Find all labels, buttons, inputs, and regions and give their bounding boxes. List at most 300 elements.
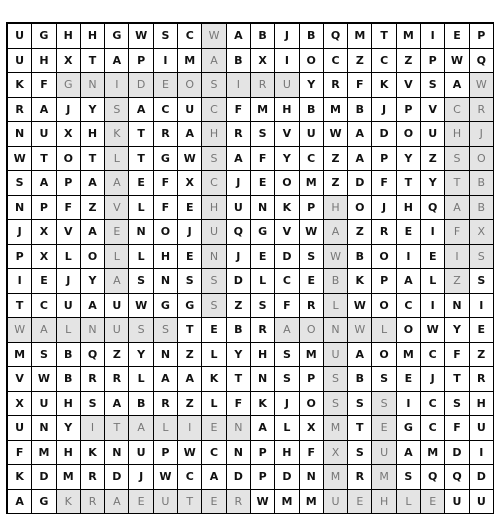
grid-cell[interactable]: R <box>348 465 372 490</box>
grid-cell[interactable]: X <box>178 171 202 196</box>
grid-cell[interactable]: U <box>105 318 129 343</box>
grid-cell[interactable]: B <box>300 24 324 49</box>
grid-cell[interactable]: O <box>397 122 421 147</box>
grid-cell[interactable]: B <box>324 269 348 294</box>
grid-cell[interactable]: R <box>470 367 494 392</box>
grid-cell[interactable]: Z <box>348 220 372 245</box>
grid-cell[interactable]: U <box>105 294 129 319</box>
grid-cell[interactable]: T <box>178 490 202 515</box>
grid-cell[interactable]: I <box>421 220 445 245</box>
grid-cell[interactable]: A <box>445 73 469 98</box>
grid-cell[interactable]: A <box>154 367 178 392</box>
grid-cell[interactable]: K <box>251 392 275 417</box>
grid-cell[interactable]: A <box>397 441 421 466</box>
grid-cell[interactable]: R <box>81 465 105 490</box>
grid-cell[interactable]: T <box>105 416 129 441</box>
grid-cell[interactable]: Y <box>445 318 469 343</box>
grid-cell[interactable]: H <box>154 245 178 270</box>
grid-cell[interactable]: L <box>57 245 81 270</box>
grid-cell[interactable]: H <box>324 196 348 221</box>
grid-cell[interactable]: W <box>324 122 348 147</box>
grid-cell[interactable]: A <box>397 269 421 294</box>
grid-cell[interactable]: B <box>57 343 81 368</box>
grid-cell[interactable]: S <box>251 122 275 147</box>
grid-cell[interactable]: C <box>178 465 202 490</box>
grid-cell[interactable]: J <box>57 269 81 294</box>
grid-cell[interactable]: P <box>372 147 396 172</box>
grid-cell[interactable]: P <box>154 441 178 466</box>
grid-cell[interactable]: L <box>372 318 396 343</box>
grid-cell[interactable]: J <box>372 196 396 221</box>
grid-cell[interactable]: W <box>324 245 348 270</box>
grid-cell[interactable]: U <box>227 196 251 221</box>
grid-cell[interactable]: S <box>275 343 299 368</box>
grid-cell[interactable]: S <box>348 392 372 417</box>
grid-cell[interactable]: X <box>57 122 81 147</box>
grid-cell[interactable]: I <box>275 49 299 74</box>
grid-cell[interactable]: F <box>275 294 299 319</box>
grid-cell[interactable]: V <box>105 196 129 221</box>
grid-cell[interactable]: P <box>372 269 396 294</box>
grid-cell[interactable]: W <box>470 73 494 98</box>
grid-cell[interactable]: N <box>32 416 56 441</box>
grid-cell[interactable]: U <box>470 416 494 441</box>
grid-cell[interactable]: X <box>251 49 275 74</box>
grid-cell[interactable]: T <box>8 294 32 319</box>
grid-cell[interactable]: U <box>178 98 202 123</box>
grid-cell[interactable]: S <box>324 367 348 392</box>
grid-cell[interactable]: E <box>178 245 202 270</box>
grid-cell[interactable]: S <box>154 318 178 343</box>
grid-cell[interactable]: A <box>178 367 202 392</box>
grid-cell[interactable]: A <box>129 416 153 441</box>
grid-cell[interactable]: S <box>202 147 226 172</box>
grid-cell[interactable]: C <box>202 98 226 123</box>
grid-cell[interactable]: M <box>324 98 348 123</box>
grid-cell[interactable]: N <box>81 318 105 343</box>
grid-cell[interactable]: R <box>154 122 178 147</box>
grid-cell[interactable]: M <box>324 465 348 490</box>
grid-cell[interactable]: P <box>300 367 324 392</box>
grid-cell[interactable]: R <box>324 73 348 98</box>
grid-cell[interactable]: M <box>421 441 445 466</box>
grid-cell[interactable]: E <box>202 318 226 343</box>
grid-cell[interactable]: I <box>178 416 202 441</box>
grid-cell[interactable]: I <box>470 294 494 319</box>
grid-cell[interactable]: N <box>324 318 348 343</box>
grid-cell[interactable]: Y <box>129 343 153 368</box>
grid-cell[interactable]: T <box>445 367 469 392</box>
grid-cell[interactable]: I <box>227 73 251 98</box>
grid-cell[interactable]: N <box>129 220 153 245</box>
grid-cell[interactable]: W <box>178 441 202 466</box>
grid-cell[interactable]: W <box>348 318 372 343</box>
grid-cell[interactable]: E <box>251 171 275 196</box>
grid-cell[interactable]: H <box>397 196 421 221</box>
grid-cell[interactable]: F <box>8 441 32 466</box>
grid-cell[interactable]: N <box>8 196 32 221</box>
grid-cell[interactable]: F <box>154 196 178 221</box>
grid-cell[interactable]: Y <box>81 269 105 294</box>
grid-cell[interactable]: M <box>397 343 421 368</box>
grid-cell[interactable]: H <box>445 122 469 147</box>
grid-cell[interactable]: D <box>105 465 129 490</box>
grid-cell[interactable]: J <box>470 122 494 147</box>
grid-cell[interactable]: S <box>300 245 324 270</box>
grid-cell[interactable]: A <box>32 171 56 196</box>
grid-cell[interactable]: W <box>202 24 226 49</box>
grid-cell[interactable]: Z <box>421 147 445 172</box>
grid-cell[interactable]: F <box>154 171 178 196</box>
grid-cell[interactable]: F <box>445 416 469 441</box>
grid-cell[interactable]: K <box>105 122 129 147</box>
grid-cell[interactable]: U <box>32 392 56 417</box>
grid-cell[interactable]: C <box>178 24 202 49</box>
grid-cell[interactable]: H <box>32 49 56 74</box>
grid-cell[interactable]: H <box>57 441 81 466</box>
grid-cell[interactable]: A <box>105 269 129 294</box>
grid-cell[interactable]: C <box>372 49 396 74</box>
grid-cell[interactable]: H <box>251 343 275 368</box>
grid-cell[interactable]: Z <box>105 343 129 368</box>
grid-cell[interactable]: U <box>8 49 32 74</box>
grid-cell[interactable]: B <box>227 318 251 343</box>
grid-cell[interactable]: G <box>32 24 56 49</box>
grid-cell[interactable]: S <box>445 392 469 417</box>
grid-cell[interactable]: C <box>154 98 178 123</box>
grid-cell[interactable]: E <box>202 416 226 441</box>
grid-cell[interactable]: T <box>32 147 56 172</box>
grid-cell[interactable]: D <box>372 122 396 147</box>
grid-cell[interactable]: L <box>105 147 129 172</box>
grid-cell[interactable]: J <box>8 220 32 245</box>
grid-cell[interactable]: T <box>129 147 153 172</box>
grid-cell[interactable]: L <box>129 367 153 392</box>
grid-cell[interactable]: C <box>275 269 299 294</box>
grid-cell[interactable]: B <box>129 392 153 417</box>
grid-cell[interactable]: N <box>154 269 178 294</box>
grid-cell[interactable]: F <box>445 343 469 368</box>
grid-cell[interactable]: D <box>129 73 153 98</box>
grid-cell[interactable]: H <box>81 24 105 49</box>
grid-cell[interactable]: T <box>81 147 105 172</box>
grid-cell[interactable]: Z <box>178 392 202 417</box>
grid-cell[interactable]: N <box>251 367 275 392</box>
grid-cell[interactable]: E <box>372 416 396 441</box>
grid-cell[interactable]: X <box>32 245 56 270</box>
grid-cell[interactable]: J <box>178 220 202 245</box>
grid-cell[interactable]: B <box>348 245 372 270</box>
grid-cell[interactable]: G <box>105 24 129 49</box>
grid-cell[interactable]: Y <box>275 147 299 172</box>
grid-cell[interactable]: O <box>275 171 299 196</box>
grid-cell[interactable]: D <box>227 465 251 490</box>
grid-cell[interactable]: I <box>397 392 421 417</box>
grid-cell[interactable]: X <box>32 220 56 245</box>
grid-cell[interactable]: Z <box>81 196 105 221</box>
grid-cell[interactable]: L <box>275 416 299 441</box>
grid-cell[interactable]: S <box>154 24 178 49</box>
grid-cell[interactable]: A <box>32 98 56 123</box>
grid-cell[interactable]: T <box>397 171 421 196</box>
grid-cell[interactable]: B <box>227 49 251 74</box>
grid-cell[interactable]: N <box>8 122 32 147</box>
grid-cell[interactable]: O <box>300 318 324 343</box>
grid-cell[interactable]: B <box>348 367 372 392</box>
grid-cell[interactable]: I <box>8 269 32 294</box>
grid-cell[interactable]: Q <box>445 465 469 490</box>
grid-cell[interactable]: S <box>372 367 396 392</box>
grid-cell[interactable]: T <box>372 24 396 49</box>
grid-cell[interactable]: S <box>470 245 494 270</box>
grid-cell[interactable]: H <box>275 441 299 466</box>
grid-cell[interactable]: D <box>227 269 251 294</box>
grid-cell[interactable]: A <box>32 318 56 343</box>
grid-cell[interactable]: R <box>105 367 129 392</box>
grid-cell[interactable]: E <box>421 245 445 270</box>
grid-cell[interactable]: A <box>81 171 105 196</box>
grid-cell[interactable]: Z <box>227 294 251 319</box>
grid-cell[interactable]: K <box>348 269 372 294</box>
grid-cell[interactable]: C <box>202 441 226 466</box>
grid-cell[interactable]: R <box>154 392 178 417</box>
grid-cell[interactable]: R <box>251 318 275 343</box>
grid-cell[interactable]: G <box>57 73 81 98</box>
grid-cell[interactable]: I <box>445 245 469 270</box>
grid-cell[interactable]: C <box>397 294 421 319</box>
grid-cell[interactable]: E <box>421 490 445 515</box>
grid-cell[interactable]: P <box>397 98 421 123</box>
grid-cell[interactable]: I <box>470 441 494 466</box>
grid-cell[interactable]: Z <box>470 343 494 368</box>
grid-cell[interactable]: W <box>300 220 324 245</box>
grid-cell[interactable]: A <box>445 196 469 221</box>
grid-cell[interactable]: T <box>348 416 372 441</box>
grid-cell[interactable]: B <box>251 24 275 49</box>
grid-cell[interactable]: M <box>300 171 324 196</box>
grid-cell[interactable]: A <box>178 122 202 147</box>
grid-cell[interactable]: K <box>8 465 32 490</box>
grid-cell[interactable]: V <box>421 98 445 123</box>
grid-cell[interactable]: A <box>202 49 226 74</box>
grid-cell[interactable]: P <box>251 465 275 490</box>
grid-cell[interactable]: O <box>178 73 202 98</box>
grid-cell[interactable]: X <box>8 392 32 417</box>
grid-cell[interactable]: S <box>348 441 372 466</box>
grid-cell[interactable]: J <box>227 171 251 196</box>
grid-cell[interactable]: Z <box>348 49 372 74</box>
grid-cell[interactable]: M <box>300 343 324 368</box>
grid-cell[interactable]: Z <box>397 49 421 74</box>
grid-cell[interactable]: D <box>275 465 299 490</box>
grid-cell[interactable]: A <box>81 220 105 245</box>
grid-cell[interactable]: C <box>324 49 348 74</box>
grid-cell[interactable]: Z <box>324 147 348 172</box>
grid-cell[interactable]: B <box>470 171 494 196</box>
grid-cell[interactable]: F <box>32 73 56 98</box>
grid-cell[interactable]: U <box>324 490 348 515</box>
grid-cell[interactable]: D <box>275 245 299 270</box>
grid-cell[interactable]: G <box>154 147 178 172</box>
grid-cell[interactable]: M <box>251 98 275 123</box>
grid-cell[interactable]: L <box>324 294 348 319</box>
grid-cell[interactable]: M <box>178 49 202 74</box>
grid-cell[interactable]: S <box>324 392 348 417</box>
grid-cell[interactable]: M <box>324 416 348 441</box>
grid-cell[interactable]: P <box>129 49 153 74</box>
grid-cell[interactable]: C <box>32 294 56 319</box>
grid-cell[interactable]: E <box>470 318 494 343</box>
grid-cell[interactable]: I <box>421 24 445 49</box>
grid-cell[interactable]: G <box>397 416 421 441</box>
grid-cell[interactable]: Y <box>57 416 81 441</box>
grid-cell[interactable]: D <box>470 465 494 490</box>
grid-cell[interactable]: O <box>300 392 324 417</box>
grid-cell[interactable]: V <box>57 220 81 245</box>
grid-cell[interactable]: C <box>421 416 445 441</box>
grid-cell[interactable]: I <box>81 416 105 441</box>
grid-cell[interactable]: I <box>105 73 129 98</box>
grid-cell[interactable]: Q <box>81 343 105 368</box>
grid-cell[interactable]: D <box>348 171 372 196</box>
grid-cell[interactable]: A <box>348 147 372 172</box>
grid-cell[interactable]: P <box>57 171 81 196</box>
grid-cell[interactable]: G <box>154 294 178 319</box>
grid-cell[interactable]: N <box>227 441 251 466</box>
grid-cell[interactable]: E <box>129 490 153 515</box>
grid-cell[interactable]: Z <box>445 269 469 294</box>
grid-cell[interactable]: C <box>300 147 324 172</box>
grid-cell[interactable]: U <box>421 122 445 147</box>
grid-cell[interactable]: K <box>81 441 105 466</box>
grid-cell[interactable]: W <box>32 367 56 392</box>
grid-cell[interactable]: B <box>470 196 494 221</box>
grid-cell[interactable]: S <box>275 367 299 392</box>
grid-cell[interactable]: K <box>275 196 299 221</box>
grid-cell[interactable]: M <box>8 343 32 368</box>
grid-cell[interactable]: W <box>154 465 178 490</box>
grid-cell[interactable]: M <box>348 24 372 49</box>
grid-cell[interactable]: E <box>397 367 421 392</box>
grid-cell[interactable]: D <box>32 465 56 490</box>
grid-cell[interactable]: M <box>372 465 396 490</box>
grid-cell[interactable]: G <box>251 220 275 245</box>
grid-cell[interactable]: Z <box>324 171 348 196</box>
grid-cell[interactable]: U <box>129 441 153 466</box>
grid-cell[interactable]: S <box>129 318 153 343</box>
grid-cell[interactable]: N <box>251 196 275 221</box>
grid-cell[interactable]: T <box>178 318 202 343</box>
grid-cell[interactable]: R <box>251 73 275 98</box>
grid-cell[interactable]: A <box>202 465 226 490</box>
grid-cell[interactable]: N <box>105 441 129 466</box>
grid-cell[interactable]: V <box>275 122 299 147</box>
grid-cell[interactable]: W <box>178 147 202 172</box>
grid-cell[interactable]: I <box>397 245 421 270</box>
grid-cell[interactable]: S <box>32 343 56 368</box>
grid-cell[interactable]: R <box>227 490 251 515</box>
grid-cell[interactable]: L <box>202 343 226 368</box>
grid-cell[interactable]: E <box>32 269 56 294</box>
grid-cell[interactable]: M <box>32 441 56 466</box>
grid-cell[interactable]: E <box>129 171 153 196</box>
grid-cell[interactable]: F <box>300 441 324 466</box>
grid-cell[interactable]: Y <box>397 147 421 172</box>
grid-cell[interactable]: X <box>300 416 324 441</box>
grid-cell[interactable]: E <box>105 220 129 245</box>
grid-cell[interactable]: V <box>8 367 32 392</box>
grid-cell[interactable]: T <box>81 49 105 74</box>
grid-cell[interactable]: A <box>129 98 153 123</box>
grid-cell[interactable]: A <box>348 343 372 368</box>
grid-cell[interactable]: J <box>57 98 81 123</box>
grid-cell[interactable]: U <box>372 441 396 466</box>
grid-cell[interactable]: L <box>154 416 178 441</box>
grid-cell[interactable]: O <box>57 147 81 172</box>
grid-cell[interactable]: B <box>300 98 324 123</box>
grid-cell[interactable]: S <box>81 392 105 417</box>
grid-cell[interactable]: U <box>300 122 324 147</box>
grid-cell[interactable]: R <box>81 490 105 515</box>
grid-cell[interactable]: S <box>397 465 421 490</box>
grid-cell[interactable]: U <box>8 416 32 441</box>
grid-cell[interactable]: P <box>300 196 324 221</box>
grid-cell[interactable]: T <box>129 122 153 147</box>
grid-cell[interactable]: J <box>129 465 153 490</box>
grid-cell[interactable]: A <box>105 171 129 196</box>
grid-cell[interactable]: A <box>275 318 299 343</box>
grid-cell[interactable]: H <box>372 490 396 515</box>
grid-cell[interactable]: E <box>251 245 275 270</box>
grid-cell[interactable]: U <box>32 122 56 147</box>
grid-cell[interactable]: U <box>202 220 226 245</box>
grid-cell[interactable]: S <box>202 73 226 98</box>
grid-cell[interactable]: Q <box>421 465 445 490</box>
grid-cell[interactable]: E <box>154 73 178 98</box>
grid-cell[interactable]: H <box>202 122 226 147</box>
grid-cell[interactable]: A <box>81 294 105 319</box>
grid-cell[interactable]: W <box>8 147 32 172</box>
grid-cell[interactable]: S <box>202 269 226 294</box>
grid-cell[interactable]: P <box>251 441 275 466</box>
grid-cell[interactable]: S <box>8 171 32 196</box>
grid-cell[interactable]: W <box>129 294 153 319</box>
grid-cell[interactable]: L <box>129 196 153 221</box>
grid-cell[interactable]: Y <box>227 343 251 368</box>
grid-cell[interactable]: E <box>445 24 469 49</box>
grid-cell[interactable]: O <box>372 343 396 368</box>
grid-cell[interactable]: J <box>372 98 396 123</box>
grid-cell[interactable]: N <box>81 73 105 98</box>
grid-cell[interactable]: F <box>372 171 396 196</box>
grid-cell[interactable]: L <box>202 392 226 417</box>
grid-cell[interactable]: C <box>445 98 469 123</box>
grid-cell[interactable]: Q <box>227 220 251 245</box>
grid-cell[interactable]: R <box>372 220 396 245</box>
grid-cell[interactable]: V <box>275 220 299 245</box>
grid-cell[interactable]: U <box>154 490 178 515</box>
grid-cell[interactable]: O <box>300 49 324 74</box>
grid-cell[interactable]: A <box>251 416 275 441</box>
grid-cell[interactable]: K <box>57 490 81 515</box>
grid-cell[interactable]: E <box>300 269 324 294</box>
grid-cell[interactable]: B <box>348 98 372 123</box>
grid-cell[interactable]: F <box>251 147 275 172</box>
grid-cell[interactable]: O <box>470 147 494 172</box>
grid-cell[interactable]: A <box>8 490 32 515</box>
grid-cell[interactable]: S <box>202 294 226 319</box>
grid-cell[interactable]: O <box>397 318 421 343</box>
